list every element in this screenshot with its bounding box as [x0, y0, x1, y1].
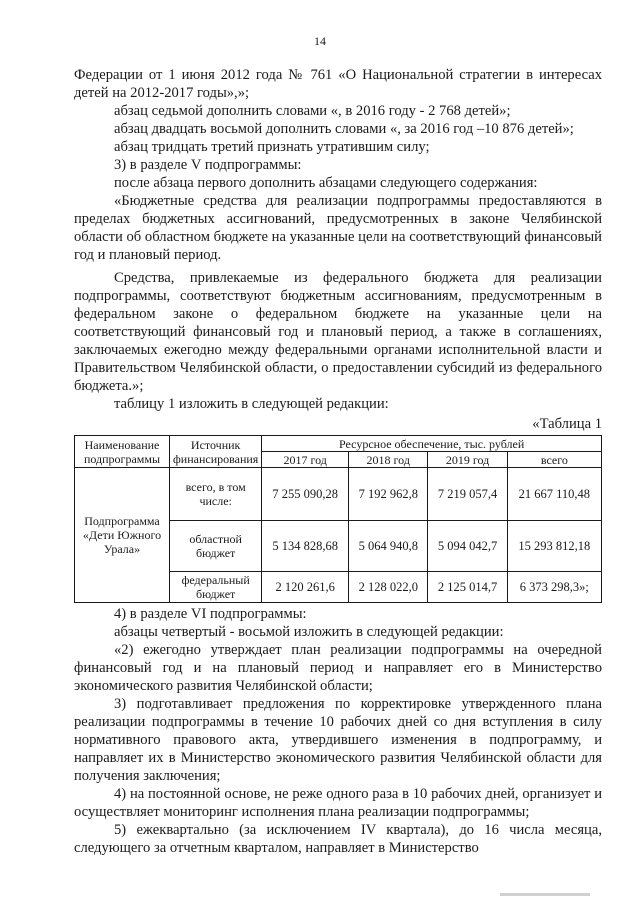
document-body [74, 66, 602, 857]
paragraph-item-5 [74, 821, 602, 857]
value-cell: 2 120 261,6 [262, 572, 349, 603]
paragraph-item-4 [74, 785, 602, 821]
paragraph-after-first: после абзаца первого дополнить абзацами следующего содержания: [114, 175, 538, 191]
value-cell: 21 667 110,48 [507, 468, 601, 521]
value-cell: 5 134 828,68 [262, 521, 349, 572]
header-year-2017: 2017 год [262, 452, 349, 468]
list-item-3: 3) в разделе V подпрограммы: [114, 157, 302, 173]
source-cell: всего, в том числе: [170, 468, 262, 521]
value-cell: 7 219 057,4 [428, 468, 507, 521]
table-row [75, 468, 602, 521]
header-total: всего [507, 452, 601, 468]
paragraph-budget-funds: «Бюджетные средства для реализации подпрограммы предоставляются в пределах бюджетных ассигнований, предусмотренных в законе Челябинской области об областном бюджете на указанные цели на соответствующий финансовый год и плановый период. [74, 193, 602, 263]
value-cell: 6 373 298,3»; [507, 572, 601, 603]
item-text: на постоянной основе, не реже одного раза в 10 рабочих дней, организует и осуществляет мониторинг исполнения плана реализации подпрограммы; [74, 786, 602, 820]
value-cell: 15 293 812,18 [507, 521, 601, 572]
source-cell: областной бюджет [170, 521, 262, 572]
item-text: ежеквартально (за исключением IV квартала), до 16 числа месяца, следующего за отчетным кварталом, направляет в Министерство [74, 822, 602, 856]
page-number: 14 [314, 34, 326, 48]
paragraph-item-3 [74, 695, 602, 785]
value-cell: 7 255 090,28 [262, 468, 349, 521]
list-item-4: 4) в разделе VI подпрограммы: [114, 606, 307, 622]
value-cell: 2 128 022,0 [349, 572, 428, 603]
paragraph-continuation: Федерации от 1 июня 2012 года № 761 «О Национальной стратегии в интересах детей на 2012-2017 годы»,»; [74, 67, 602, 101]
item-number: 3) [114, 696, 127, 712]
header-resources: Ресурсное обеспечение, тыс. рублей [262, 436, 602, 452]
paragraph-abz-4-8: абзацы четвертый - восьмой изложить в следующей редакции: [114, 624, 504, 640]
item-text: подготавливает предложения по корректировке утвержденного плана реализации подпрограммы в течение 10 рабочих дней со дня вступления в силу нормативного правового акта, утвердившего изменения в подпрограмму, и направляет их в Министерство экономического развития Челябинской области для получения заключения; [74, 696, 602, 784]
paragraph-amend-28: абзац двадцать восьмой дополнить словами «, за 2016 год –10 876 детей»; [114, 121, 574, 137]
program-name-cell: Подпрограмма «Дети Южного Урала» [75, 468, 170, 603]
value-cell: 5 064 940,8 [349, 521, 428, 572]
resource-table [74, 435, 602, 603]
header-program: Наименование подпрограммы [75, 436, 170, 468]
header-year-2018: 2018 год [349, 452, 428, 468]
header-year-2019: 2019 год [428, 452, 507, 468]
paragraph-table-intro: таблицу 1 изложить в следующей редакции: [114, 396, 389, 412]
value-cell: 5 094 042,7 [428, 521, 507, 572]
source-cell: федеральный бюджет [170, 572, 262, 603]
value-cell: 2 125 014,7 [428, 572, 507, 603]
paragraph-amend-7: абзац седьмой дополнить словами «, в 2016 году - 2 768 детей»; [114, 103, 511, 119]
header-source: Источник финансирования [170, 436, 262, 468]
paragraph-repeal-33: абзац тридцать третий признать утратившим силу; [114, 139, 430, 155]
paragraph-federal-funds: Средства, привлекаемые из федерального бюджета для реализации подпрограммы, соответствуют бюджетным ассигнованиям, предусмотренным в федеральном законе о федеральном бюджете на указанные цели на соответствующий финансовый год и плановый период, а также в соглашениях, заключаемых ежегодно между федеральными органами исполнительной власти и Правительством Челябинской области, о предоставлении субсидий из федерального бюджета.»; [74, 270, 602, 394]
item-number: 5) [114, 822, 127, 838]
table-header-row [75, 436, 602, 452]
value-cell: 7 192 962,8 [349, 468, 428, 521]
table-caption: «Таблица 1 [532, 416, 602, 432]
paragraph-item-2: «2) ежегодно утверждает план реализации подпрограммы на очередной финансовый год и на плановый период и направляет его в Министерство экономического развития Челябинской области; [74, 642, 602, 694]
item-number: 4) [114, 786, 127, 802]
scan-artifact [500, 893, 590, 896]
